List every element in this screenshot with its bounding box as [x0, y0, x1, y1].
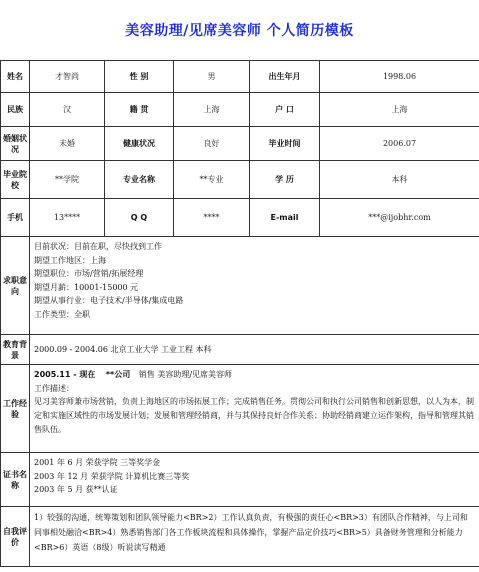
self-evaluation: 1）较强的沟通，统筹策划和团队领导能力<BR>2）工作认真负责，有极强的责任心<BR>3）有团队合作精神，与上司和同事相处融洽<BR>4）熟悉销售部门各工作板块流程和具体操作，掌握产品定价技巧<BR>5）具备财务管理和分析能力<BR>6）英语（8级）听说读写精通 — [34, 513, 468, 552]
education-line: 2000.09 - 2004.06 北京工业大学 工业工程 本科 — [34, 344, 212, 354]
intent-line: 期望从事行业：电子技术/半导体/集成电路 — [34, 296, 184, 305]
cert-line: 2001 年 6 月 荣获学院 三等奖学金 — [34, 458, 161, 467]
row-education — [1, 335, 479, 365]
major-label: 专业名称 — [105, 161, 174, 199]
major-value: **专业 — [174, 161, 250, 199]
education-label: 教育背景 — [1, 335, 30, 365]
work-company: **公司 — [105, 370, 131, 379]
self-content — [30, 507, 479, 567]
work-header — [34, 368, 475, 382]
school-value: **学院 — [30, 161, 105, 199]
resume-table — [0, 60, 479, 567]
gender-label: 性 别 — [105, 61, 174, 93]
row-basic-4 — [1, 161, 479, 199]
native-value: 上海 — [174, 93, 250, 127]
school-label: 毕业院校 — [1, 161, 30, 199]
health-label: 健康状况 — [105, 127, 174, 161]
title-bar — [0, 0, 479, 60]
work-content — [30, 365, 479, 453]
row-basic-3 — [1, 127, 479, 161]
row-basic-2 — [1, 93, 479, 127]
cert-line: 2003 年 12 月 荣获学院 计算机比赛三等奖 — [34, 471, 190, 481]
self-label: 自我评价 — [1, 507, 30, 567]
grad-value: 2006.07 — [320, 127, 479, 161]
education-content — [30, 335, 479, 365]
name-label: 姓名 — [1, 61, 30, 93]
work-desc-label: 工作描述： — [34, 383, 74, 393]
email-value: ***@ijobhr.com — [320, 199, 479, 237]
phone-label: 手机 — [1, 199, 30, 237]
work-label: 工作经验 — [1, 365, 30, 453]
gender-value: 男 — [174, 61, 250, 93]
intent-line: 期望月薪：10001-15000 元 — [34, 282, 139, 292]
qq-value: **** — [174, 199, 250, 237]
hukou-value: 上海 — [320, 93, 479, 127]
intent-content — [30, 237, 479, 335]
email-label: E-mail — [250, 199, 320, 237]
marital-label: 婚姻状况 — [1, 127, 30, 161]
intent-line: 期望职位：市场/营销/拓展经理 — [34, 269, 144, 278]
birth-label: 出生年月 — [250, 61, 320, 93]
grad-label: 毕业时间 — [250, 127, 320, 161]
hukou-label: 户 口 — [250, 93, 320, 127]
row-basic-5 — [1, 199, 479, 237]
degree-label: 学 历 — [250, 161, 320, 199]
certs-content — [30, 453, 479, 507]
row-intent — [1, 237, 479, 335]
intent-label: 求职意向 — [1, 237, 30, 335]
row-self — [1, 507, 479, 567]
qq-label: Q Q — [105, 199, 174, 237]
work-date: 2005.11 - 现在 — [34, 370, 96, 379]
row-basic-1 — [1, 61, 479, 93]
ethnic-value: 汉 — [30, 93, 105, 127]
ethnic-label: 民族 — [1, 93, 30, 127]
degree-value: 本科 — [320, 161, 479, 199]
certs-label: 证书名称 — [1, 453, 30, 507]
work-description: 见习美容师兼市场营销，负责上海地区的市场拓展工作；完成销售任务。贯彻公司和执行公司销售和创新思想，以人为本，制定和实施区域性的市场发展计划；发展和管理经销商，并与其保持良好合作关系；协助经销商建立运作架构，指导和管理其销售队伍。 — [34, 397, 474, 434]
cert-line: 2003 年 5 月 获**认证 — [34, 485, 118, 494]
intent-line: 期望工作地区：上海 — [34, 255, 106, 265]
birth-value: 1998.06 — [320, 61, 479, 93]
phone-value: 13**** — [30, 199, 105, 237]
work-role: 销售 美容助理/见席美容师 — [138, 370, 233, 379]
marital-value: 未婚 — [30, 127, 105, 161]
health-value: 良好 — [174, 127, 250, 161]
intent-line: 目前状况：目前在职，尽快找到工作 — [34, 242, 162, 251]
row-work — [1, 365, 479, 453]
page-title: 美容助理/见席美容师 个人简历模板 — [125, 23, 354, 39]
name-value: 才智尚 — [30, 61, 105, 93]
intent-line: 工作类型：全职 — [34, 309, 90, 319]
row-certs — [1, 453, 479, 507]
native-label: 籍 贯 — [105, 93, 174, 127]
